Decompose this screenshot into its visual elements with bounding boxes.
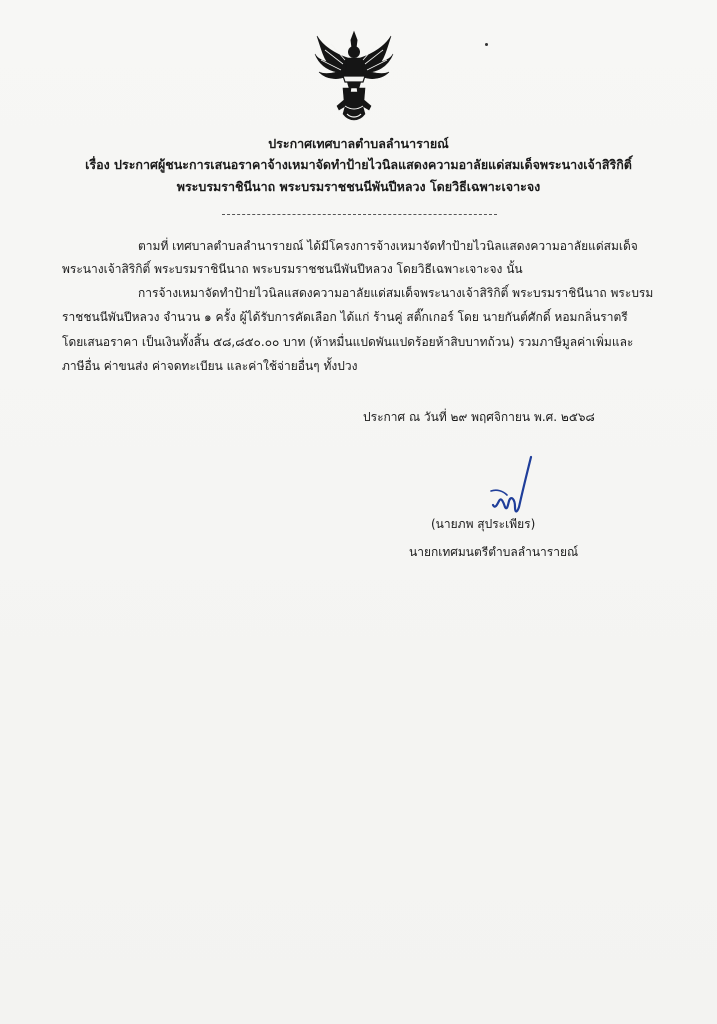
signer-name: (นายภพ สุประเพียร) [431,517,536,531]
organization-title: ประกาศเทศบาลตำบลลำนารายณ์ [268,136,449,151]
garuda-emblem-icon [313,30,395,126]
subject-line-2: พระบรมราชินีนาถ พระบรมราชชนนีพันปีหลวง โดยวิธีเฉพาะเจาะจง [176,179,541,194]
signer-position: นายกเทศมนตรีตำบลลำนารายณ์ [409,545,579,559]
signature-mark [487,455,545,517]
announcement-date: ประกาศ ณ วันที่ ๒๙ พฤศจิกายน พ.ศ. ๒๕๖๘ [363,410,595,424]
subject-line-1: เรื่อง ประกาศผู้ชนะการเสนอราคาจ้างเหมาจัดทำป้ายไวนิลแสดงความอาลัยแด่สมเด็จพระนางเจ้าสิริกิติ์ [85,157,632,172]
body-paragraph-2-line-3: โดยเสนอราคา เป็นเงินทั้งสิ้น ๕๘,๘๕๐.๐๐ บาท (ห้าหมื่นแปดพันแปดร้อยห้าสิบบาทถ้วน) รวมภาษีมูลค่าเพิ่มและ [62,335,634,349]
body-paragraph-2-line-4: ภาษีอื่น ค่าขนส่ง ค่าจดทะเบียน และค่าใช้จ่ายอื่นๆ ทั้งปวง [62,359,358,373]
header-divider [222,214,497,215]
body-paragraph-1-line-2: พระนางเจ้าสิริกิติ์ พระบรมราชินีนาถ พระบรมราชชนนีพันปีหลวง โดยวิธีเฉพาะเจาะจง นั้น [62,262,523,276]
stray-mark [485,43,488,46]
body-paragraph-2-line-1: การจ้างเหมาจัดทำป้ายไวนิลแสดงความอาลัยแด่สมเด็จพระนางเจ้าสิริกิติ์ พระบรมราชินีนาถ พระบรม [138,286,654,300]
body-paragraph-2-line-2: ราชชนนีพันปีหลวง จำนวน ๑ ครั้ง ผู้ได้รับการคัดเลือก ได้แก่ ร้านคู่ สติ๊กเกอร์ โดย นายกันต์ศักดิ์ หอมกลิ่นราตรี [62,310,628,324]
body-paragraph-1-line-1: ตามที่ เทศบาลตำบลลำนารายณ์ ได้มีโครงการจ้างเหมาจัดทำป้ายไวนิลแสดงความอาลัยแด่สมเด็จ [138,239,638,253]
